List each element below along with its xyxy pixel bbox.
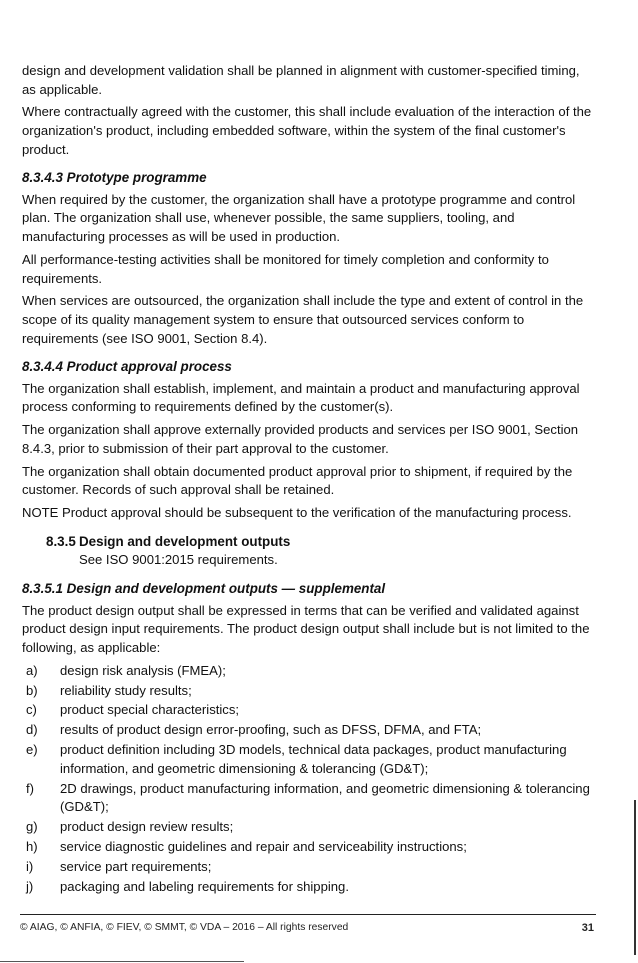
list-text: results of product design error-proofing, such as DFSS, DFMA, and FTA; [60, 722, 482, 738]
footer-divider [20, 914, 596, 915]
list-label: b) [26, 682, 38, 698]
list-text: product definition including 3D models, technical data packages, product manufacturing information, and geometric dimensioning & tolerancing (GD&T); [60, 742, 567, 776]
list-label: c) [26, 702, 37, 718]
list-item [22, 721, 596, 740]
list-label: j) [26, 878, 34, 894]
section-title: Design and development outputs [79, 533, 291, 549]
list-text: 2D drawings, product manufacturing information, and geometric dimensioning & tolerancing (GD&T); [60, 780, 590, 815]
list-item [22, 780, 596, 817]
list-item [22, 701, 596, 720]
list-item [22, 682, 596, 701]
paragraph: Where contractually agreed with the customer, this shall include evaluation of the interaction of the organization's product, including embedded software, within the system of the final customer's product. [22, 104, 592, 157]
list-text: design risk analysis (FMEA); [60, 662, 226, 678]
list-item [22, 838, 596, 857]
paragraph: The product design output shall be expressed in terms that can be verified and validated against product design input requirements. The product design output shall include but is not limited to the following, as applicable: [22, 602, 590, 655]
list-text: product design review results; [60, 819, 234, 835]
list-item [22, 818, 596, 837]
section-note: See ISO 9001:2015 requirements. [79, 552, 278, 568]
section-heading-8-3-4-3: 8.3.4.3 Prototype programme [22, 170, 207, 186]
bottom-edge-line [0, 961, 244, 962]
section-heading-8-3-5 [46, 533, 596, 552]
output-list [22, 662, 596, 897]
section-number: 8.3.5 [46, 533, 76, 549]
list-text: packaging and labeling requirements for shipping. [60, 878, 349, 894]
list-label: g) [26, 819, 38, 835]
list-text: product special characteristics; [60, 702, 240, 718]
list-label: i) [26, 859, 34, 875]
paragraph: The organization shall approve externally provided products and services per ISO 9001, Section 8.4.3, prior to submission of their part approval to the customer. [22, 422, 579, 456]
scan-edge-mark [634, 800, 636, 955]
paragraph: When services are outsourced, the organization shall include the type and extent of control in the scope of its quality management system to ensure that outsourced services conform to requirements (see ISO 9001, Section 8.4). [22, 293, 584, 346]
paragraph: The organization shall establish, implement, and maintain a product and manufacturing approval process conforming to requirements defined by the customer(s). [22, 380, 580, 415]
note-paragraph: NOTE Product approval should be subsequent to the verification of the manufacturing process. [22, 505, 572, 521]
document-page [22, 0, 596, 898]
list-text: reliability study results; [60, 682, 192, 698]
list-label: f) [26, 780, 34, 796]
list-text: service part requirements; [60, 859, 212, 875]
paragraph: The organization shall obtain documented product approval prior to shipment, if required by the customer. Records of such approval shall be retained. [22, 463, 573, 498]
page-number: 31 [581, 922, 594, 934]
section-heading-8-3-5-1: 8.3.5.1 Design and development outputs — supplemental [22, 581, 386, 597]
list-label: e) [26, 742, 38, 758]
list-label: d) [26, 722, 38, 738]
list-text: service diagnostic guidelines and repair and serviceability instructions; [60, 839, 467, 855]
page-footer [20, 922, 596, 933]
paragraph: When required by the customer, the organization shall have a prototype programme and control plan. The organization shall use, whenever possible, the same suppliers, tooling, and manufacturing processes as will be used in production. [22, 191, 576, 245]
paragraph: All performance-testing activities shall be monitored for timely completion and conformity to requirements. [22, 251, 549, 286]
intro-block [22, 0, 596, 159]
list-item [22, 662, 596, 681]
list-label: h) [26, 839, 38, 855]
list-item [22, 741, 596, 778]
list-label: a) [26, 662, 38, 678]
list-item [22, 878, 596, 897]
list-item [22, 858, 596, 877]
copyright-text: © AIAG, © ANFIA, © FIEV, © SMMT, © VDA – 2016 – All rights reserved [20, 922, 349, 933]
paragraph: design and development validation shall be planned in alignment with customer-specified timing, as applicable. [22, 63, 580, 97]
section-heading-8-3-4-4: 8.3.4.4 Product approval process [22, 359, 232, 375]
